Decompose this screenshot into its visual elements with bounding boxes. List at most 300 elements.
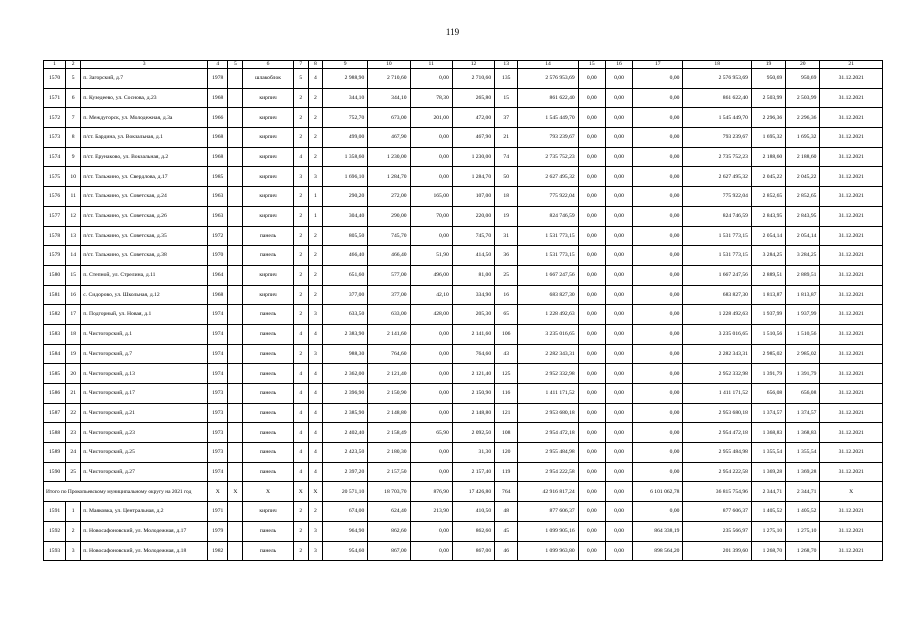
table-cell: 1577 <box>44 206 66 226</box>
table-cell: 2 852,65 <box>751 187 785 207</box>
table-cell: 17 <box>66 305 81 325</box>
table-cell: 31.12.2021 <box>820 521 883 541</box>
table-cell: 1 368,83 <box>751 423 785 443</box>
table-cell: панель <box>243 541 293 561</box>
table-cell: 265,80 <box>452 88 494 108</box>
table-cell: 1583 <box>44 324 66 344</box>
table-cell: 1964 <box>208 265 228 285</box>
table-cell: 0,00 <box>578 403 605 423</box>
table-cell: 1584 <box>44 344 66 364</box>
table-cell: 0,00 <box>633 128 683 148</box>
address-cell: п/ст. Тальжино, ул. Свердлова, д.17 <box>81 167 208 187</box>
table-cell: 65 <box>495 305 518 325</box>
table-cell: 25 <box>495 265 518 285</box>
table-cell: 864 338,19 <box>633 521 683 541</box>
table-cell: 2 735 752,23 <box>683 147 751 167</box>
table-cell: 1 099 963,80 <box>518 541 578 561</box>
table-cell: 201 399,60 <box>683 541 751 561</box>
table-cell <box>228 246 243 266</box>
table-cell: 0,00 <box>578 69 605 89</box>
table-cell: 0,00 <box>578 285 605 305</box>
table-cell: 11 <box>66 187 81 207</box>
table-cell: 135 <box>495 69 518 89</box>
table-cell: 74 <box>495 147 518 167</box>
address-cell: п. Загорский, д.7 <box>81 69 208 89</box>
column-number-cell: 12 <box>452 61 494 69</box>
table-cell: 4 <box>293 423 308 443</box>
table-cell: 2 296,36 <box>786 108 820 128</box>
address-cell: п. Междугорск, ул. Молодежная, д.3а <box>81 108 208 128</box>
table-cell <box>228 502 243 522</box>
column-number-cell: 17 <box>633 61 683 69</box>
table-cell: 4 <box>293 462 308 482</box>
table-cell: 876,90 <box>410 482 452 502</box>
table-cell: 31.12.2021 <box>820 128 883 148</box>
table-cell: 0,00 <box>633 403 683 423</box>
table-cell: 0,00 <box>605 285 632 305</box>
table-cell: 656,08 <box>786 384 820 404</box>
table-cell: 2 954 472,18 <box>683 423 751 443</box>
table-row <box>44 246 883 266</box>
column-number-cell: 8 <box>308 61 322 69</box>
table-cell: 1578 <box>44 226 66 246</box>
table-cell: 861 622,40 <box>518 88 578 108</box>
table-cell: 4 <box>293 147 308 167</box>
table-cell: 2 952 332,98 <box>518 364 578 384</box>
table-cell: кирпич <box>243 108 293 128</box>
table-cell: 0,00 <box>633 88 683 108</box>
table-cell: 1585 <box>44 364 66 384</box>
table-cell: 50 <box>495 167 518 187</box>
table-cell: 0,00 <box>633 344 683 364</box>
table-cell: 31,30 <box>452 443 494 463</box>
table-cell: 4 <box>293 324 308 344</box>
table-cell: X <box>293 482 308 502</box>
table-cell: 31.12.2021 <box>820 403 883 423</box>
table-cell: 1571 <box>44 88 66 108</box>
table-cell <box>228 128 243 148</box>
table-cell <box>228 521 243 541</box>
column-number-cell: 5 <box>228 61 243 69</box>
table-cell: 2 157,40 <box>452 462 494 482</box>
table-cell: 1 099 905,16 <box>518 521 578 541</box>
table-cell: 1 937,99 <box>786 305 820 325</box>
table-cell: 1581 <box>44 285 66 305</box>
table-cell: 31 <box>495 226 518 246</box>
table-cell: 2 385,90 <box>322 403 367 423</box>
table-cell: 31.12.2021 <box>820 147 883 167</box>
address-cell: п/ст. Тальжино, ул. Советская, д.26 <box>81 206 208 226</box>
table-cell: 21 <box>66 384 81 404</box>
table-cell: 633,00 <box>368 305 410 325</box>
table-cell: 2 <box>308 128 322 148</box>
table-cell: 18 <box>495 187 518 207</box>
table-cell: 1573 <box>44 128 66 148</box>
table-cell: 0,00 <box>410 69 452 89</box>
table-cell: 13 <box>66 226 81 246</box>
housing-registry-table <box>43 60 883 561</box>
table-cell: 2 954 472,18 <box>518 423 578 443</box>
table-cell: 2 576 953,69 <box>518 69 578 89</box>
table-cell: 1968 <box>208 147 228 167</box>
table-cell: 0,00 <box>633 206 683 226</box>
table-cell: 0,00 <box>410 403 452 423</box>
table-cell: 867,00 <box>452 541 494 561</box>
table-cell: 0,00 <box>605 324 632 344</box>
table-cell: 0,00 <box>605 403 632 423</box>
table-cell: 12 <box>66 206 81 226</box>
table-cell: 1588 <box>44 423 66 443</box>
table-cell: 1978 <box>208 69 228 89</box>
table-cell: 0,00 <box>633 502 683 522</box>
table-cell: 31.12.2021 <box>820 423 883 443</box>
table-cell: 1579 <box>44 246 66 266</box>
table-cell: 344,10 <box>322 88 367 108</box>
table-cell: 121 <box>495 403 518 423</box>
table-cell: 42 916 817,24 <box>518 482 578 502</box>
table-cell: 1973 <box>208 384 228 404</box>
table-cell: 0,00 <box>578 384 605 404</box>
table-cell: 4 <box>293 403 308 423</box>
table-cell: 107,00 <box>452 187 494 207</box>
table-cell: 31.12.2021 <box>820 324 883 344</box>
table-cell: 125 <box>495 364 518 384</box>
table-cell: 2 121,40 <box>452 364 494 384</box>
table-cell: 3 <box>308 167 322 187</box>
table-cell: 334,90 <box>452 285 494 305</box>
table-cell: 2 <box>308 502 322 522</box>
table-cell <box>228 206 243 226</box>
table-cell: 1574 <box>44 147 66 167</box>
table-cell: 201,00 <box>410 108 452 128</box>
table-cell: 1970 <box>208 246 228 266</box>
table-cell: 2 141,60 <box>452 324 494 344</box>
table-cell: 633,50 <box>322 305 367 325</box>
table-cell: X <box>308 482 322 502</box>
table-cell: 4 <box>308 69 322 89</box>
table-cell <box>228 88 243 108</box>
table-cell: 22 <box>66 403 81 423</box>
table-cell: панель <box>243 384 293 404</box>
table-row <box>44 285 883 305</box>
table-cell: 4 <box>308 364 322 384</box>
table-cell: 2 054,14 <box>786 226 820 246</box>
table-cell: 1 531 773,15 <box>683 226 751 246</box>
table-row <box>44 167 883 187</box>
table-cell: 2 148,80 <box>452 403 494 423</box>
table-cell: 1 695,32 <box>786 128 820 148</box>
table-cell: 0,00 <box>605 187 632 207</box>
table-cell: 1 813,87 <box>751 285 785 305</box>
table-cell: кирпич <box>243 88 293 108</box>
table-cell: шлакоблок <box>243 69 293 89</box>
table-cell: 205,30 <box>452 305 494 325</box>
table-cell: 290,20 <box>322 187 367 207</box>
address-cell: п. Чистогорский, д.23 <box>81 423 208 443</box>
table-cell: 0,00 <box>410 324 452 344</box>
table-cell: 0,00 <box>578 364 605 384</box>
table-cell: 877 606,37 <box>518 502 578 522</box>
table-cell: 0,00 <box>633 246 683 266</box>
table-cell: 1 358,60 <box>322 147 367 167</box>
address-cell: п. Чистогорский, д.25 <box>81 443 208 463</box>
table-cell <box>228 285 243 305</box>
table-cell: 2 503,99 <box>786 88 820 108</box>
table-cell: 42,10 <box>410 285 452 305</box>
table-cell: 2 954 222,58 <box>683 462 751 482</box>
table-cell: 2 627 495,32 <box>518 167 578 187</box>
table-cell: 1 284,70 <box>368 167 410 187</box>
table-cell: 1963 <box>208 187 228 207</box>
table-cell: 1 <box>308 206 322 226</box>
table-cell: 1966 <box>208 108 228 128</box>
table-cell: 18 703,70 <box>368 482 410 502</box>
table-cell <box>228 324 243 344</box>
table-row <box>44 344 883 364</box>
table-cell: панель <box>243 423 293 443</box>
table-cell: 1590 <box>44 462 66 482</box>
table-cell: панель <box>243 521 293 541</box>
table-cell: 0,00 <box>578 443 605 463</box>
table-cell: 304,40 <box>322 206 367 226</box>
table-cell: 673,00 <box>368 108 410 128</box>
table-cell: 2 953 680,18 <box>683 403 751 423</box>
table-row <box>44 541 883 561</box>
table-cell: 467,90 <box>368 128 410 148</box>
table-cell: 14 <box>66 246 81 266</box>
address-cell: п/ст. Тальжино, ул. Советская, д.35 <box>81 226 208 246</box>
address-cell: п. Чистогорский, д.1 <box>81 324 208 344</box>
table-cell: 0,00 <box>578 147 605 167</box>
table-cell: 46 <box>495 541 518 561</box>
table-cell: 2 <box>293 285 308 305</box>
table-cell: 119 <box>495 462 518 482</box>
table-cell: 988,30 <box>322 344 367 364</box>
table-cell: 31.12.2021 <box>820 541 883 561</box>
address-cell: п. Чистогорский, д.21 <box>81 403 208 423</box>
table-cell: 2 955 484,98 <box>518 443 578 463</box>
address-cell: п. Новосафоновский, ул. Молодежная, д.18 <box>81 541 208 561</box>
table-cell: 2 735 752,23 <box>518 147 578 167</box>
table-cell: 466,40 <box>322 246 367 266</box>
table-cell: 0,00 <box>410 521 452 541</box>
table-cell: X <box>208 482 228 502</box>
table-cell: 683 827,30 <box>518 285 578 305</box>
table-cell: 0,00 <box>410 167 452 187</box>
table-cell: панель <box>243 344 293 364</box>
table-cell: 16 <box>495 285 518 305</box>
table-cell: 10 <box>66 167 81 187</box>
table-cell: 764,60 <box>452 344 494 364</box>
table-cell: 81,00 <box>452 265 494 285</box>
table-cell: 0,00 <box>633 423 683 443</box>
table-cell: 1 268,70 <box>751 541 785 561</box>
table-cell <box>228 265 243 285</box>
table-cell: 1 268,70 <box>786 541 820 561</box>
table-cell <box>228 226 243 246</box>
table-cell: 3 235 016,65 <box>683 324 751 344</box>
table-cell: 1 355,54 <box>786 443 820 463</box>
table-cell <box>228 541 243 561</box>
table-cell: 344,10 <box>368 88 410 108</box>
total-row <box>44 482 883 502</box>
table-cell: 2 <box>293 265 308 285</box>
table-cell: 1973 <box>208 403 228 423</box>
table-cell: 2 <box>293 305 308 325</box>
table-cell: 2 576 953,69 <box>683 69 751 89</box>
table-cell <box>228 364 243 384</box>
table-cell: 0,00 <box>633 108 683 128</box>
table-cell: 2 852,65 <box>786 187 820 207</box>
table-cell: 31.12.2021 <box>820 384 883 404</box>
table-cell: 752,70 <box>322 108 367 128</box>
column-number-header-row <box>44 61 883 69</box>
table-row <box>44 265 883 285</box>
table-cell: 428,00 <box>410 305 452 325</box>
table-cell: 2 423,50 <box>322 443 367 463</box>
table-cell: 1 230,00 <box>452 147 494 167</box>
table-cell: 2 <box>308 226 322 246</box>
table-cell: 1 937,99 <box>751 305 785 325</box>
table-cell: 1 545 449,70 <box>683 108 751 128</box>
column-number-cell: 11 <box>410 61 452 69</box>
table-cell: 1589 <box>44 443 66 463</box>
table-cell: 1586 <box>44 384 66 404</box>
table-cell: 0,00 <box>633 305 683 325</box>
table-cell: 36 <box>495 246 518 266</box>
table-cell: 8 <box>66 128 81 148</box>
table-cell: 0,00 <box>578 128 605 148</box>
table-cell: 1968 <box>208 128 228 148</box>
column-number-cell: 3 <box>81 61 208 69</box>
column-number-cell: 10 <box>368 61 410 69</box>
table-cell: панель <box>243 443 293 463</box>
table-cell: 1 284,70 <box>452 167 494 187</box>
table-cell: 15 <box>66 265 81 285</box>
table-row <box>44 88 883 108</box>
table-cell: 51,90 <box>410 246 452 266</box>
table-cell: 862,60 <box>452 521 494 541</box>
table-cell: 2 <box>293 108 308 128</box>
table-cell: 78,30 <box>410 88 452 108</box>
table-cell: 19 <box>495 206 518 226</box>
table-cell: 861 622,40 <box>683 88 751 108</box>
table-cell: 3 <box>308 521 322 541</box>
table-cell: 651,60 <box>322 265 367 285</box>
table-cell: 2 045,22 <box>751 167 785 187</box>
table-cell: 1979 <box>208 521 228 541</box>
address-cell: п/ст. Тальжино, ул. Советская, д.24 <box>81 187 208 207</box>
table-row <box>44 305 883 325</box>
table-cell: 2 <box>293 128 308 148</box>
table-row <box>44 324 883 344</box>
address-cell: п. Маяковка, ул. Центральная, д.2 <box>81 502 208 522</box>
table-row <box>44 69 883 89</box>
table-cell: панель <box>243 226 293 246</box>
table-cell: 0,00 <box>605 167 632 187</box>
table-cell: 496,00 <box>410 265 452 285</box>
table-cell: 2 141,60 <box>368 324 410 344</box>
table-row <box>44 502 883 522</box>
table-cell: 1 355,54 <box>751 443 785 463</box>
table-cell: 0,00 <box>605 443 632 463</box>
table-cell: 0,00 <box>578 265 605 285</box>
table-cell: 2 985,02 <box>786 344 820 364</box>
table-cell: 1974 <box>208 324 228 344</box>
address-cell: п. Чистогорский, д.27 <box>81 462 208 482</box>
table-cell: 793 239,67 <box>683 128 751 148</box>
table-cell: 290,00 <box>368 206 410 226</box>
table-row <box>44 462 883 482</box>
table-cell: 1 228 492,63 <box>683 305 751 325</box>
table-cell: 31.12.2021 <box>820 344 883 364</box>
table-cell: 1582 <box>44 305 66 325</box>
table-cell: 764 <box>495 482 518 502</box>
table-cell: 2 <box>293 344 308 364</box>
table-cell: 9 <box>66 147 81 167</box>
table-cell: 0,00 <box>605 206 632 226</box>
table-cell: 31.12.2021 <box>820 364 883 384</box>
address-cell: п/ст. Бардина, ул. Вокзальная, д.1 <box>81 128 208 148</box>
table-cell: 950,69 <box>751 69 785 89</box>
table-cell: 31.12.2021 <box>820 69 883 89</box>
table-cell: 1575 <box>44 167 66 187</box>
table-row <box>44 443 883 463</box>
table-cell: 377,00 <box>368 285 410 305</box>
table-cell: 31.12.2021 <box>820 226 883 246</box>
table-cell <box>228 108 243 128</box>
column-number-cell: 13 <box>495 61 518 69</box>
address-cell: п. Чистогорский, д.17 <box>81 384 208 404</box>
table-cell: 0,00 <box>410 443 452 463</box>
table-cell: 2 282 343,31 <box>518 344 578 364</box>
table-cell: 0,00 <box>633 324 683 344</box>
table-row <box>44 384 883 404</box>
table-cell: 2 383,90 <box>322 324 367 344</box>
table-cell <box>228 305 243 325</box>
column-number-cell: 19 <box>751 61 785 69</box>
table-cell: 1 510,56 <box>751 324 785 344</box>
table-cell: 4 <box>308 403 322 423</box>
table-cell: 577,00 <box>368 265 410 285</box>
table-cell: 0,00 <box>578 324 605 344</box>
table-cell: 0,00 <box>605 246 632 266</box>
table-cell: 466,40 <box>368 246 410 266</box>
table-cell: 2 188,60 <box>786 147 820 167</box>
table-cell: кирпич <box>243 167 293 187</box>
table-cell: 0,00 <box>578 521 605 541</box>
table-cell: 2 <box>308 88 322 108</box>
table-cell: 2 <box>308 147 322 167</box>
table-cell: 165,00 <box>410 187 452 207</box>
column-number-cell: 21 <box>820 61 883 69</box>
table-cell: 19 <box>66 344 81 364</box>
table-cell: 0,00 <box>578 108 605 128</box>
table-cell: 0,00 <box>605 88 632 108</box>
table-cell: 0,00 <box>605 521 632 541</box>
column-number-cell: 20 <box>786 61 820 69</box>
table-cell: 1974 <box>208 305 228 325</box>
table-cell: 0,00 <box>605 147 632 167</box>
table-cell: 1591 <box>44 502 66 522</box>
table-cell: 16 <box>66 285 81 305</box>
table-cell <box>228 147 243 167</box>
table-cell: панель <box>243 305 293 325</box>
table-row <box>44 521 883 541</box>
column-number-cell: 14 <box>518 61 578 69</box>
table-cell: 0,00 <box>633 167 683 187</box>
address-cell: п/ст. Ерунаково, ул. Вокзальная, д.2 <box>81 147 208 167</box>
